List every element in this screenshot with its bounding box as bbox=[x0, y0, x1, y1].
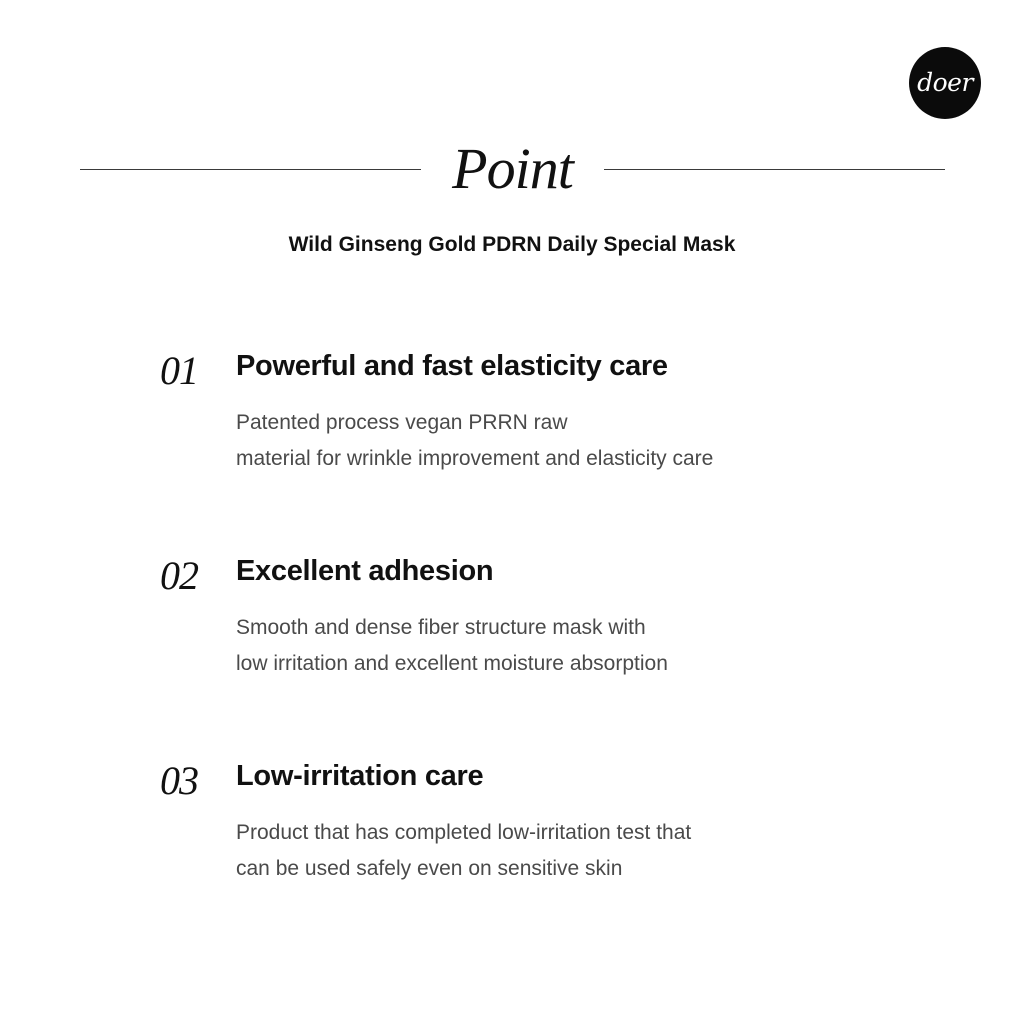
page-title: Point bbox=[452, 136, 573, 201]
point-description bbox=[236, 610, 668, 682]
point-description-line: Product that has completed low-irritation test that bbox=[236, 821, 692, 844]
point-description-line: low irritation and excellent moisture absorption bbox=[236, 652, 668, 675]
point-description-line: Patented process vegan PRRN raw bbox=[236, 411, 568, 434]
point-number: 02 bbox=[160, 553, 198, 598]
brand-logo bbox=[909, 47, 981, 119]
point-description-line: material for wrinkle improvement and elasticity care bbox=[236, 447, 714, 470]
heading-divider-left bbox=[80, 169, 421, 170]
point-title: Excellent adhesion bbox=[236, 555, 494, 587]
point-item-3 bbox=[0, 755, 1024, 895]
point-item-2 bbox=[0, 550, 1024, 690]
heading-divider-right bbox=[604, 169, 945, 170]
point-description bbox=[236, 405, 713, 477]
point-title: Powerful and fast elasticity care bbox=[236, 350, 668, 382]
point-description bbox=[236, 815, 691, 887]
point-number: 03 bbox=[160, 758, 198, 803]
point-title: Low-irritation care bbox=[236, 760, 484, 792]
brand-logo-text: doer bbox=[917, 67, 973, 97]
product-name: Wild Ginseng Gold PDRN Daily Special Mask bbox=[288, 233, 736, 256]
point-description-line: can be used safely even on sensitive skin bbox=[236, 857, 623, 880]
point-description-line: Smooth and dense fiber structure mask with bbox=[236, 616, 646, 639]
point-number: 01 bbox=[160, 348, 198, 393]
point-item-1 bbox=[0, 345, 1024, 485]
